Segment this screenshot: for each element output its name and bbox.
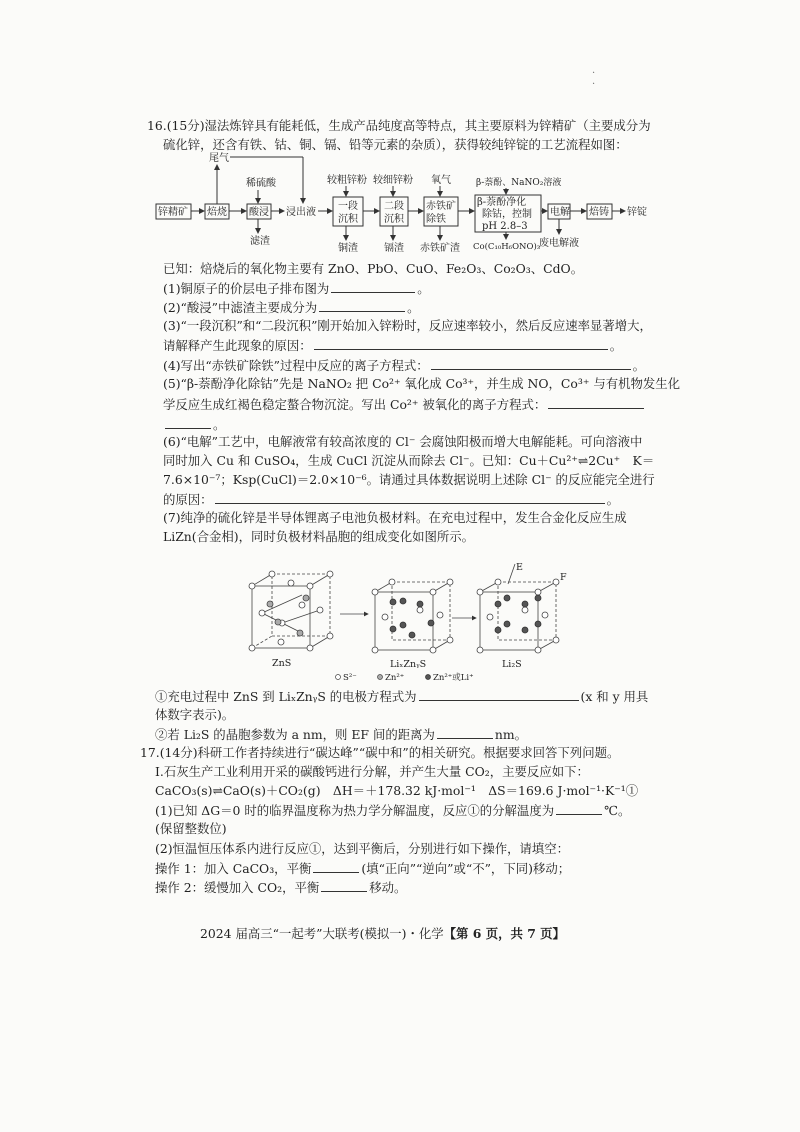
q16-part2 <box>163 299 420 316</box>
answer-blank[interactable] <box>431 357 631 370</box>
period: 。 <box>609 338 623 353</box>
q16-part3-text: 请解释产生此现象的原因： <box>163 338 312 353</box>
crystal-cell-figure <box>240 560 580 685</box>
answer-blank[interactable] <box>437 726 493 739</box>
node-acid-leach: 酸浸 <box>249 207 269 218</box>
footer-page-number: 【第 6 页，共 7 页】 <box>443 926 565 941</box>
q17-op2 <box>155 879 406 896</box>
q16-part3: (3)“一段沉积”和“二段沉积”刚开始加入锌粉时，反应速率较小，然后反应速率显著增大， <box>163 318 652 333</box>
period: 。 <box>606 492 619 507</box>
node-cobalt-a: β-萘酚净化 <box>477 197 527 208</box>
q16-part5: (5)“β-萘酚净化除钴”先是 NaNO₂ 把 Co²⁺ 氧化成 Co³⁺，并生成 NO，Co³⁺ 与有机物发生化 <box>163 376 681 391</box>
output-copper-residue: 铜渣 <box>338 243 358 254</box>
legend-zinc: Zn²⁺ <box>385 673 405 683</box>
node-stage2-a: 二段 <box>384 201 404 212</box>
q16-part1 <box>163 280 430 297</box>
output-hematite: 赤铁矿渣 <box>420 243 460 254</box>
output-filter-residue: 滤渣 <box>250 236 270 247</box>
unit-celsius: ℃。 <box>604 803 631 818</box>
q17-q1-note: (保留整数位) <box>155 821 227 836</box>
period: 。 <box>632 358 646 373</box>
node-roasting: 焙烧 <box>207 207 227 218</box>
legend-sulfide: S²⁻ <box>343 673 357 683</box>
q17-part1-intro: Ⅰ.石灰生产工业利用开采的碳酸钙进行分解，并产生大量 CO₂，主要反应如下： <box>155 764 589 779</box>
node-iron-b: 除铁 <box>426 214 446 225</box>
node-casting: 焙铸 <box>589 207 609 218</box>
footer-exam-name: 2024 届高三“一起考”大联考(模拟一)・化学 <box>200 926 444 941</box>
input-naphthol: β-萘酚、NaNO₂溶液 <box>476 178 562 188</box>
node-cobalt-b: 除钴，控制 <box>482 209 532 220</box>
node-cobalt-c: pH 2.8–3 <box>482 221 528 232</box>
point-f: F <box>560 572 567 583</box>
node-zinc-concentrate: 锌精矿 <box>158 207 188 218</box>
answer-blank[interactable] <box>165 416 211 429</box>
input-tail-gas: 尾气 <box>209 153 229 164</box>
node-iron-a: 赤铁矿 <box>426 201 456 212</box>
q16-sub1-note: (x 和 y 用具 <box>580 689 649 704</box>
q17-q1-text: (1)已知 ΔG＝0 时的临界温度称为热力学分解温度，反应①的分解温度为 <box>155 803 555 818</box>
output-cobalt-complex: Co(C₁₀H₆ONO)₃ <box>473 242 541 252</box>
q16-part6-text: 的原因： <box>163 492 213 507</box>
input-coarse-zinc: 较粗锌粉 <box>327 175 367 186</box>
q16-sub2 <box>155 726 527 743</box>
node-stage1-a: 一段 <box>338 201 358 212</box>
answer-blank[interactable] <box>321 879 367 892</box>
scan-mark: · · <box>592 68 596 90</box>
answer-blank[interactable] <box>314 337 608 350</box>
known-info: 已知：焙烧后的氧化物主要有 ZnO、PbO、CuO、Fe₂O₃、Co₂O₃、CdO。 <box>163 261 584 276</box>
q17-q2: (2)恒温恒压体系内进行反应①，达到平衡后，分别进行如下操作，请填空： <box>155 841 570 856</box>
q16-sub2-text: ②若 Li₂S 的晶胞参数为 a nm，则 EF 间的距离为 <box>155 727 435 742</box>
q16-part5-text: 学反应生成红褐色稳定螯合物沉淀。写出 Co²⁺ 被氧化的离子方程式： <box>163 397 547 412</box>
q16-part2-text: (2)“酸浸”中滤渣主要成分为 <box>163 300 318 315</box>
answer-blank[interactable] <box>215 491 605 504</box>
q16-part5-c <box>163 416 225 433</box>
answer-blank[interactable] <box>313 860 359 873</box>
node-leachate: 浸出液 <box>286 207 316 218</box>
q16-part7-b: LiZn(合金相)，同时负极材料晶胞的组成变化如图所示。 <box>163 529 475 544</box>
label-li2s: Li₂S <box>502 659 522 670</box>
q17-op2-end: 移动。 <box>369 880 407 895</box>
q17-stem: 17.(14分)科研工作者持续进行“碳达峰”“碳中和”的相关研究。根据要求回答下列问题。 <box>140 745 620 760</box>
q16-stem-2: 硫化锌，还含有铁、钴、铜、镉、铅等元素的杂质），获得较纯锌锭的工艺流程如图： <box>163 137 628 152</box>
unit-nm: nm。 <box>494 727 528 742</box>
li2s-cell <box>480 564 556 650</box>
node-electrolysis: 电解 <box>550 207 570 218</box>
process-flowchart <box>0 0 800 262</box>
output-cadmium-residue: 镉渣 <box>384 243 404 254</box>
q16-part5-b <box>163 396 646 413</box>
q16-part6-d <box>163 491 619 508</box>
q17-reaction: CaCO₃(s)⇌CaO(s)＋CO₂(g) ΔH＝＋178.32 kJ·mol⁻¹ ΔS＝169.6 J·mol⁻¹·K⁻¹① <box>155 783 639 798</box>
q16-sub1 <box>155 688 648 705</box>
q17-op1 <box>155 860 570 877</box>
node-stage1-b: 沉积 <box>338 214 358 225</box>
answer-blank[interactable] <box>556 802 602 815</box>
q16-sub1-text: ①充电过程中 ZnS 到 LiₓZnᵧS 的电极方程式为 <box>155 689 417 704</box>
period: 。 <box>407 300 420 315</box>
q16-part1-text: (1)铜原子的价层电子排布图为 <box>163 281 330 296</box>
node-stage2-b: 沉积 <box>384 214 404 225</box>
input-oxygen: 氧气 <box>431 175 451 186</box>
output-spent-electrolyte: 废电解液 <box>539 238 579 249</box>
q17-q1 <box>155 802 630 819</box>
answer-blank[interactable] <box>331 280 415 293</box>
answer-blank[interactable] <box>419 688 579 701</box>
q16-part3-b <box>163 337 622 354</box>
q17-op1-note: (填“正向”“逆向”或“不”，下同)移动； <box>361 861 571 876</box>
q17-op1-text: 操作 1：加入 CaCO₃，平衡 <box>155 861 312 876</box>
label-lixznys: LiₓZnᵧS <box>390 659 427 670</box>
q16-stem: 16.(15分)湿法炼锌具有能耗低，生成产品纯度高等特点，其主要原料为锌精矿（主要成分为 <box>147 118 651 133</box>
input-fine-zinc: 较细锌粉 <box>373 175 413 186</box>
input-dilute-acid: 稀硫酸 <box>246 178 276 189</box>
q16-part6-b: 同时加入 Cu 和 CuSO₄，生成 CuCl 沉淀从而除去 Cl⁻。已知：Cu＋Cu²⁺⇌2Cu⁺ K＝ <box>163 453 655 468</box>
period: 。 <box>417 281 430 296</box>
period: 。 <box>213 417 226 432</box>
q16-sub1-c: 体数字表示)。 <box>155 707 235 722</box>
point-e: E <box>516 562 523 573</box>
label-zns: ZnS <box>272 658 292 669</box>
node-zinc-ingot: 锌锭 <box>627 207 647 218</box>
answer-blank[interactable] <box>319 299 405 312</box>
answer-blank[interactable] <box>548 396 644 409</box>
q16-part7: (7)纯净的硫化锌是半导体锂离子电池负极材料。在充电过程中，发生合金化反应生成 <box>163 510 627 525</box>
q16-part4 <box>163 357 645 374</box>
q16-part6-c: 7.6×10⁻⁷；Ksp(CuCl)＝2.0×10⁻⁶。请通过具体数据说明上述除 Cl⁻ 的反应能完全进行 <box>163 472 655 487</box>
legend-zinc-or-lithium: Zn²⁺或Li⁺ <box>433 673 474 683</box>
q17-op2-text: 操作 2：缓慢加入 CO₂，平衡 <box>155 880 320 895</box>
q16-part4-text: (4)写出“赤铁矿除铁”过程中反应的离子方程式： <box>163 358 429 373</box>
page-footer <box>200 924 565 942</box>
q16-part6: (6)“电解”工艺中，电解液常有较高浓度的 Cl⁻ 会腐蚀阳极而增大电解能耗。可向溶液中 <box>163 434 643 449</box>
